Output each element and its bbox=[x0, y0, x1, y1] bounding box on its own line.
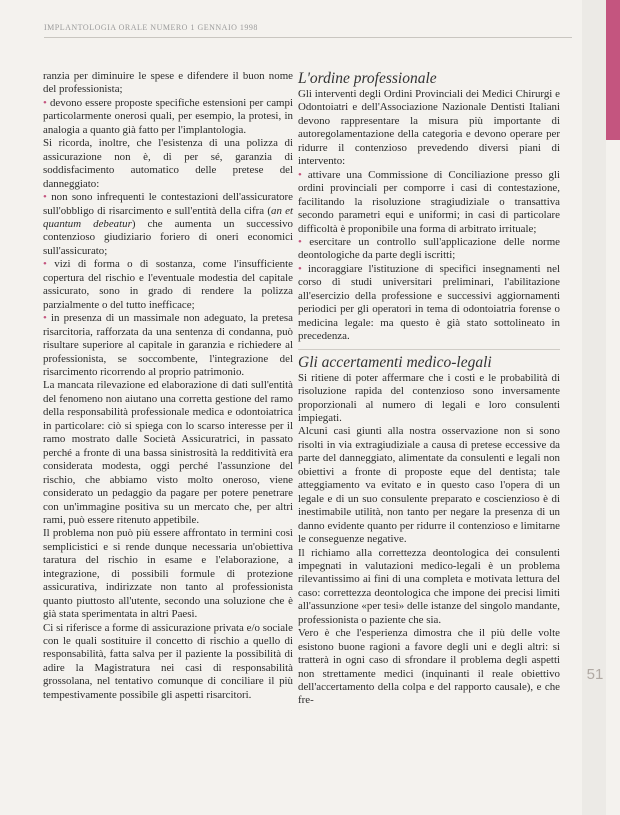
paragraph bbox=[43, 622, 293, 703]
section-ordine-body bbox=[298, 88, 560, 344]
page-margin-strip bbox=[582, 0, 606, 815]
text-run: attivare una Commissione di Conciliazione presso gli ordini provinciali per comporre i casi di contestazione, facilitando la risoluzione stragiudiziale o transattiva secondo parametri equi e uniformi; in casi di particolare difficoltà è proponibile una forma di arbitrato irrituale; bbox=[298, 168, 560, 235]
latin-phrase: an et quantum debeatur bbox=[43, 204, 293, 230]
section-accertamenti-body bbox=[298, 372, 560, 708]
bullet-item bbox=[298, 169, 560, 236]
text-run: La mancata rilevazione ed elaborazione di dati sull'entità del fenomeno non aiutano una corretta gestione del ramo della responsabilità professionale medica e odontoiatrica in particolare: ciò si spiega con lo scarso interesse per il ramo mostrato dalle Società Assicuratrici, in passato perché a fronte di una bassa sinistrosità la redditività era considerata modesta, oggi perché l'assunzione del rischio, che abbiamo visto molto oneroso, viene considerato un pedaggio da pagare per potere penetrare con un'immagine positiva su un mercato che, per altri rami, può essere ritenuto appetibile. bbox=[43, 379, 293, 526]
bullet-dot-icon: • bbox=[43, 312, 52, 325]
bullet-dot-icon: • bbox=[298, 235, 310, 248]
text-run: Il richiamo alla correttezza deontologica dei consulenti impegnati in valutazioni medico-legali è un problema rilevantissimo ai fini di una completa e motivata lettura del caso: correttezza deontologica che impone dei precisi limiti all'assunzione «per tesi» delle istanze del singolo mandante, professionista o paziente che sia. bbox=[298, 546, 560, 626]
bullet-dot-icon: • bbox=[298, 262, 308, 275]
section-title-accertamenti: Gli accertamenti medico-legali bbox=[298, 353, 492, 371]
text-run: Vero è che l'esperienza dimostra che il più delle volte esistono buone ragioni a favore degli uni e degli altri: si tratterà in ogni caso di sfrondare il problema degli aspetti non strettamente medici (inquinanti il reale obiettivo dell'accertamento della colpa e del rapporto causale), e che fre- bbox=[298, 627, 560, 707]
text-run: Si ricorda, inoltre, che l'esistenza di una polizza di assicurazione non è, di per sé, garanzia di soddisfacimento automatico delle pretese del danneggiato: bbox=[43, 137, 293, 190]
page-number: 51 bbox=[586, 666, 604, 683]
text-run: vizi di forma o di sostanza, come l'insufficiente copertura del rischio e l'eventuale modestia del capitale assicurato, sono in grado di rendere la polizza parzialmente o del tutto inefficace; bbox=[43, 258, 293, 311]
bullet-item bbox=[43, 258, 293, 312]
accent-bar bbox=[606, 0, 620, 140]
running-head: IMPLANTOLOGIA ORALE NUMERO 1 GENNAIO 1998 bbox=[44, 23, 258, 32]
paragraph bbox=[43, 70, 293, 97]
text-run: Ci si riferisce a forme di assicurazione privata e/o sociale con le quali sostituire il concetto di rischio a quello di responsabilità, fatta salva per il paziente la possibilità di adire la Magistratura nei casi di responsabilità grossolana, nel tentativo comunque di conciliare il più tempestivamente possibile gli aspetti risarcitori. bbox=[43, 621, 293, 701]
text-run: in presenza di un massimale non adeguato, la pretesa risarcitoria, rafforzata da una sentenza di condanna, può risultare superiore al capitale in garanzia e richiedere al professionista, se soccombente, l'integrazione del risarcimento ricorrendo al proprio patrimonio. bbox=[43, 312, 293, 378]
bullet-item bbox=[43, 312, 293, 379]
right-column bbox=[298, 70, 560, 708]
bullet-item bbox=[43, 97, 293, 137]
text-run: Si ritiene di poter affermare che i costi e le probabilità di risoluzione rapida del contenzioso sono inversamente proporzionali al numero di legali e loro consulenti impiegati. bbox=[298, 371, 560, 424]
paragraph bbox=[298, 627, 560, 708]
paragraph bbox=[298, 88, 560, 169]
text-run: Alcuni casi giunti alla nostra osservazione non si sono risolti in via extragiudiziale a causa di pretese eccessive da parte del danneggiato, alimentate da consulenti e legali non obiettivi a fronte di proposte eque del dentista; tale atteggiamento va evitato e in questo caso l'opera di un legale e di un suo consulente preparato e coscienzioso è di inestimabile utilità, non tanto per negare la presenza di un danno evidente quanto per ridurre il contenzioso e limitarne le conseguenze negative. bbox=[298, 425, 560, 546]
paragraph bbox=[43, 527, 293, 621]
text-run: incoraggiare l'istituzione di specifici insegnamenti nel corso di studi universitari preliminari, l'abilitazione all'esercizio della professione e successivi aggiornamenti periodici per gli operatori in tema di odontoiatria forense o medicina legale: ma questo è già stato sottolineato in precedenza. bbox=[298, 262, 560, 343]
section-title-ordine: L'ordine professionale bbox=[298, 70, 437, 87]
bullet-item bbox=[298, 236, 560, 263]
paragraph bbox=[298, 372, 560, 426]
text-run: Il problema non può più essere affrontato in termini così semplicistici e si rende dunque necessaria un'obiettiva taratura del rischio in esame e l'elaborazione, a integrazione, di possibili formule di protezione assicurativa, indirizzate non tanto al professionista quanto piuttosto all'utente, secondo una soluzione che è già stata sperimentata in altri Paesi. bbox=[43, 527, 293, 621]
bullet-dot-icon: • bbox=[43, 96, 50, 109]
header-rule bbox=[44, 37, 572, 38]
text-run: ranzia per diminuire le spese e difendere il buon nome del professionista; bbox=[43, 70, 293, 96]
left-column bbox=[43, 70, 293, 702]
text-run: devono essere proposte specifiche estensioni per campi particolarmente onerosi quali, per esempio, la protesi, in analogia a quanto già fatto per l'implantologia. bbox=[43, 96, 293, 136]
bullet-item bbox=[43, 191, 293, 258]
bullet-dot-icon: • bbox=[43, 191, 52, 204]
text-run: esercitare un controllo sull'applicazione delle norme deontologiche da parte degli iscritti; bbox=[298, 235, 560, 262]
text-run: non sono infrequenti le contestazioni dell'assicuratore sull'obbligo di risarcimento e sull'entità della cifra ( bbox=[43, 191, 293, 217]
bullet-dot-icon: • bbox=[298, 168, 308, 181]
bullet-item bbox=[298, 263, 560, 344]
section-divider bbox=[298, 349, 560, 350]
paragraph bbox=[298, 547, 560, 628]
text-run: Gli interventi degli Ordini Provinciali dei Medici Chirurgi e Odontoiatri e dell'Associazione Nazionale Dentisti Italiani devono rappresentare la misura più importante di autoregolamentazione della categoria e devono operare per ridurre il contenzioso prevedendo diversi piani di intervento: bbox=[298, 88, 560, 168]
paragraph bbox=[43, 379, 293, 527]
paragraph bbox=[298, 425, 560, 546]
text-run: ) che aumenta un successivo contenzioso giudiziario foriero di oneri economici sull'assicurato; bbox=[43, 217, 293, 257]
bullet-dot-icon: • bbox=[43, 258, 55, 271]
paragraph bbox=[43, 137, 293, 191]
